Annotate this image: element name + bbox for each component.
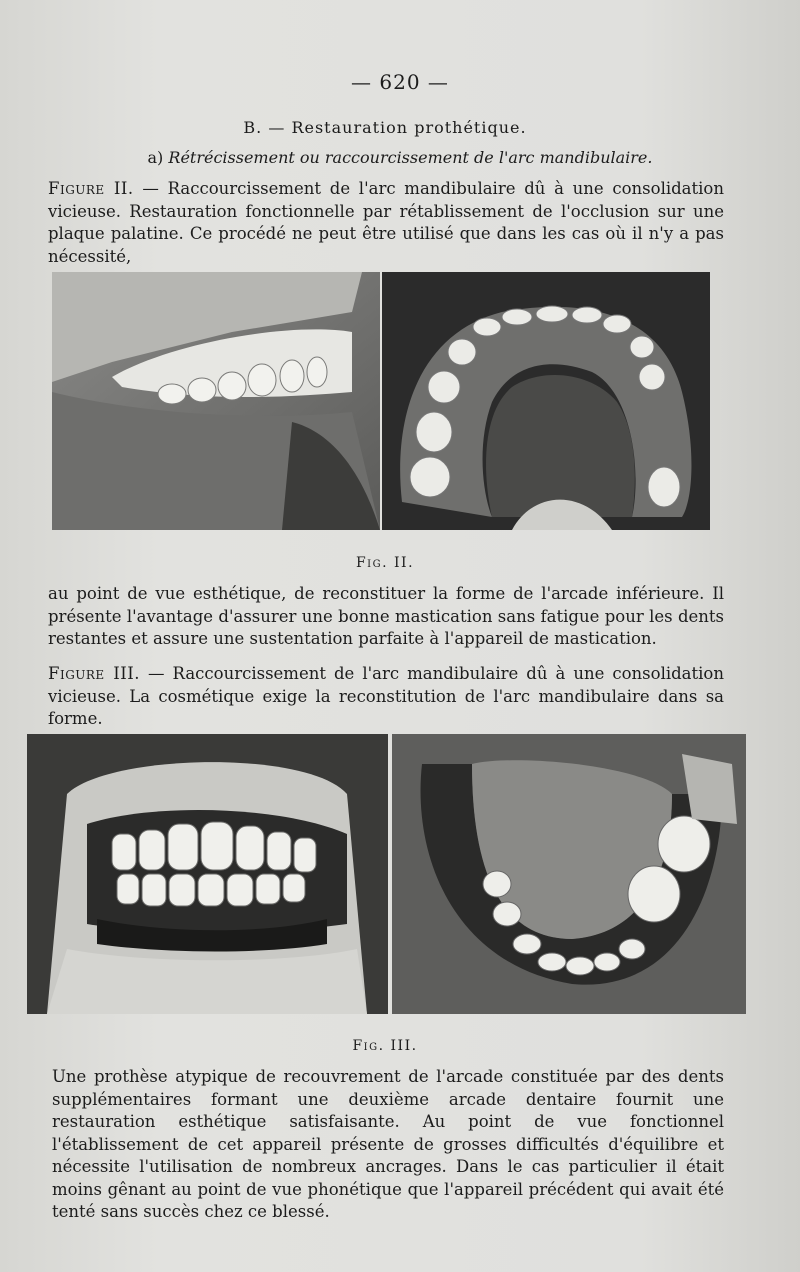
subheading-label: a) bbox=[147, 148, 164, 167]
figure2-description bbox=[48, 178, 724, 268]
page-number: — 620 — bbox=[351, 70, 449, 94]
figure2-photo-right bbox=[382, 272, 710, 530]
figure2-photo-left bbox=[52, 272, 380, 530]
figure3-photo-right bbox=[392, 734, 746, 1014]
subheading-title: Rétrécissement ou raccourcissement de l'arc mandibulaire. bbox=[168, 148, 653, 167]
figure2-body: — Raccourcissement de l'arc mandibulaire dû à une consolidation vicieuse. Restauration fonctionnelle par rétablissement de l'occlusion sur une plaque palatine. Ce procédé ne peut être utilisé que dans les cas où il n'y a pas nécessité, bbox=[48, 179, 724, 266]
figure3-caption: Fig. III. bbox=[352, 1038, 418, 1054]
final-paragraph: Une prothèse atypique de recouvrement de l'arcade constituée par des dents supplémentaires formant une deuxième arcade dentaire fournit une restauration esthétique satisfaisante. Au point de vue fonctionnel l'établissement de cet appareil présente de grosses difficultés d'équilibre et nécessite l'utilisation de nombreux ancrages. Dans le cas particulier il était moins gênant au point de vue phonétique que l'appareil précédent qui avait été tenté sans succès chez ce blessé. bbox=[52, 1067, 724, 1221]
continuation-paragraph: au point de vue esthétique, de reconstituer la forme de l'arcade inférieure. Il présente l'avantage d'assurer une bonne mastication sans fatigue pour les dents restantes et assure une sustentation parfaite à l'appareil de mastication. bbox=[48, 584, 724, 648]
figure3-photo-left bbox=[27, 734, 388, 1014]
figure2-caption: Fig. II. bbox=[355, 555, 415, 571]
section-heading: B. — Restauration prothétique. bbox=[243, 118, 527, 137]
figure2-lead: Figure II. bbox=[48, 179, 134, 198]
figure3-body: — Raccourcissement de l'arc mandibulaire dû à une consolidation vicieuse. La cosmétique exige la reconstitution de l'arc mandibulaire dans sa forme. bbox=[48, 664, 724, 728]
figure3-description bbox=[48, 663, 724, 731]
figure3-lead: Figure III. bbox=[48, 664, 140, 683]
subheading bbox=[0, 148, 800, 167]
